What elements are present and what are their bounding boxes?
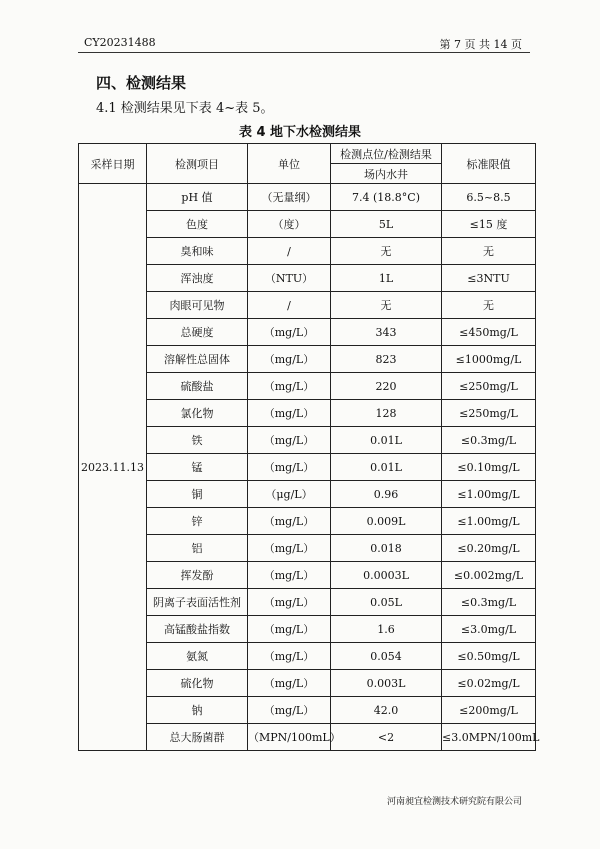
unit-cell: （mg/L）	[248, 427, 331, 454]
unit-cell: （度）	[248, 211, 331, 238]
unit-cell: （mg/L）	[248, 697, 331, 724]
limit-cell: ≤3.0MPN/100mL	[442, 724, 536, 751]
result-cell: 无	[331, 292, 442, 319]
item-cell: 高锰酸盐指数	[147, 616, 248, 643]
item-cell: 色度	[147, 211, 248, 238]
limit-cell: ≤0.50mg/L	[442, 643, 536, 670]
table-row	[79, 535, 536, 562]
table-row	[79, 373, 536, 400]
unit-cell: （mg/L）	[248, 508, 331, 535]
limit-cell: ≤0.002mg/L	[442, 562, 536, 589]
limit-cell: ≤250mg/L	[442, 400, 536, 427]
table-row	[79, 238, 536, 265]
table-row	[79, 724, 536, 751]
section-title: 四、检测结果	[96, 74, 187, 92]
result-cell: 0.009L	[331, 508, 442, 535]
item-cell: 氨氮	[147, 643, 248, 670]
result-cell: 1L	[331, 265, 442, 292]
result-cell: 1.6	[331, 616, 442, 643]
item-cell: 钠	[147, 697, 248, 724]
unit-cell: （mg/L）	[248, 562, 331, 589]
limit-cell: ≤0.10mg/L	[442, 454, 536, 481]
header-limit: 标准限值	[442, 144, 536, 184]
result-cell: 343	[331, 319, 442, 346]
limit-cell: ≤1.00mg/L	[442, 508, 536, 535]
unit-cell: （mg/L）	[248, 346, 331, 373]
result-cell: 0.003L	[331, 670, 442, 697]
result-cell: 5L	[331, 211, 442, 238]
result-cell: 0.018	[331, 535, 442, 562]
item-cell: 铁	[147, 427, 248, 454]
unit-cell: （mg/L）	[248, 319, 331, 346]
unit-cell: （mg/L）	[248, 589, 331, 616]
table-row	[79, 643, 536, 670]
result-cell: 823	[331, 346, 442, 373]
table-row	[79, 616, 536, 643]
result-cell: 0.0003L	[331, 562, 442, 589]
item-cell: 硫酸盐	[147, 373, 248, 400]
result-cell: 0.96	[331, 481, 442, 508]
unit-cell: （NTU）	[248, 265, 331, 292]
header-location: 场内水井	[331, 164, 442, 184]
limit-cell: ≤3.0mg/L	[442, 616, 536, 643]
table-row	[79, 211, 536, 238]
table-caption: 表 4 地下水检测结果	[238, 125, 362, 140]
footer-company: 河南昶宜检测技术研究院有限公司	[386, 797, 522, 807]
unit-cell: （mg/L）	[248, 643, 331, 670]
item-cell: 硫化物	[147, 670, 248, 697]
result-cell: 220	[331, 373, 442, 400]
unit-cell: （MPN/100mL）	[248, 724, 331, 751]
table-row	[79, 427, 536, 454]
result-cell: <2	[331, 724, 442, 751]
table-row	[79, 184, 536, 211]
table-row	[79, 400, 536, 427]
document-id: CY20231488	[84, 36, 156, 49]
limit-cell: ≤450mg/L	[442, 319, 536, 346]
intro-text: 4.1 检测结果见下表 4~表 5。	[96, 101, 274, 116]
item-cell: 浑浊度	[147, 265, 248, 292]
unit-cell: （μg/L）	[248, 481, 331, 508]
result-cell: 0.01L	[331, 454, 442, 481]
unit-cell: （mg/L）	[248, 373, 331, 400]
limit-cell: ≤3NTU	[442, 265, 536, 292]
item-cell: 阴离子表面活性剂	[147, 589, 248, 616]
header-date: 采样日期	[79, 144, 147, 184]
limit-cell: ≤1000mg/L	[442, 346, 536, 373]
header-item: 检测项目	[147, 144, 248, 184]
table-row	[79, 319, 536, 346]
item-cell: 铜	[147, 481, 248, 508]
results-table	[78, 143, 540, 751]
result-cell: 42.0	[331, 697, 442, 724]
result-cell: 128	[331, 400, 442, 427]
item-cell: 总硬度	[147, 319, 248, 346]
limit-cell: ≤1.00mg/L	[442, 481, 536, 508]
table-row	[79, 292, 536, 319]
limit-cell: ≤0.3mg/L	[442, 427, 536, 454]
unit-cell: /	[248, 238, 331, 265]
table-row	[79, 454, 536, 481]
unit-cell: /	[248, 292, 331, 319]
limit-cell: ≤200mg/L	[442, 697, 536, 724]
limit-cell: 无	[442, 292, 536, 319]
table-row	[79, 508, 536, 535]
item-cell: 氯化物	[147, 400, 248, 427]
table-body	[79, 184, 540, 751]
item-cell: pH 值	[147, 184, 248, 211]
limit-cell: ≤0.02mg/L	[442, 670, 536, 697]
header-point: 检测点位/检测结果	[331, 144, 442, 164]
table-row	[79, 589, 536, 616]
table-row	[79, 562, 536, 589]
header-unit: 单位	[248, 144, 331, 184]
limit-cell: 6.5~8.5	[442, 184, 536, 211]
page-header	[78, 32, 530, 53]
unit-cell: （mg/L）	[248, 616, 331, 643]
table-row	[79, 481, 536, 508]
item-cell: 铝	[147, 535, 248, 562]
item-cell: 总大肠菌群	[147, 724, 248, 751]
unit-cell: （mg/L）	[248, 400, 331, 427]
result-cell: 7.4 (18.8°C)	[331, 184, 442, 211]
limit-cell: ≤15 度	[442, 211, 536, 238]
limit-cell: ≤0.3mg/L	[442, 589, 536, 616]
result-cell: 无	[331, 238, 442, 265]
table-row	[79, 670, 536, 697]
sampling-date-cell: 2023.11.13	[79, 184, 147, 751]
result-cell: 0.054	[331, 643, 442, 670]
page-number: 第 7 页 共 14 页	[439, 38, 522, 51]
item-cell: 肉眼可见物	[147, 292, 248, 319]
table-row	[79, 346, 536, 373]
item-cell: 挥发酚	[147, 562, 248, 589]
unit-cell: （mg/L）	[248, 535, 331, 562]
limit-cell: ≤0.20mg/L	[442, 535, 536, 562]
item-cell: 锌	[147, 508, 248, 535]
table-row	[79, 697, 536, 724]
unit-cell: （mg/L）	[248, 454, 331, 481]
limit-cell: ≤250mg/L	[442, 373, 536, 400]
unit-cell: （无量纲）	[248, 184, 331, 211]
item-cell: 臭和味	[147, 238, 248, 265]
result-cell: 0.05L	[331, 589, 442, 616]
item-cell: 锰	[147, 454, 248, 481]
limit-cell: 无	[442, 238, 536, 265]
item-cell: 溶解性总固体	[147, 346, 248, 373]
unit-cell: （mg/L）	[248, 670, 331, 697]
result-cell: 0.01L	[331, 427, 442, 454]
table-row	[79, 265, 536, 292]
